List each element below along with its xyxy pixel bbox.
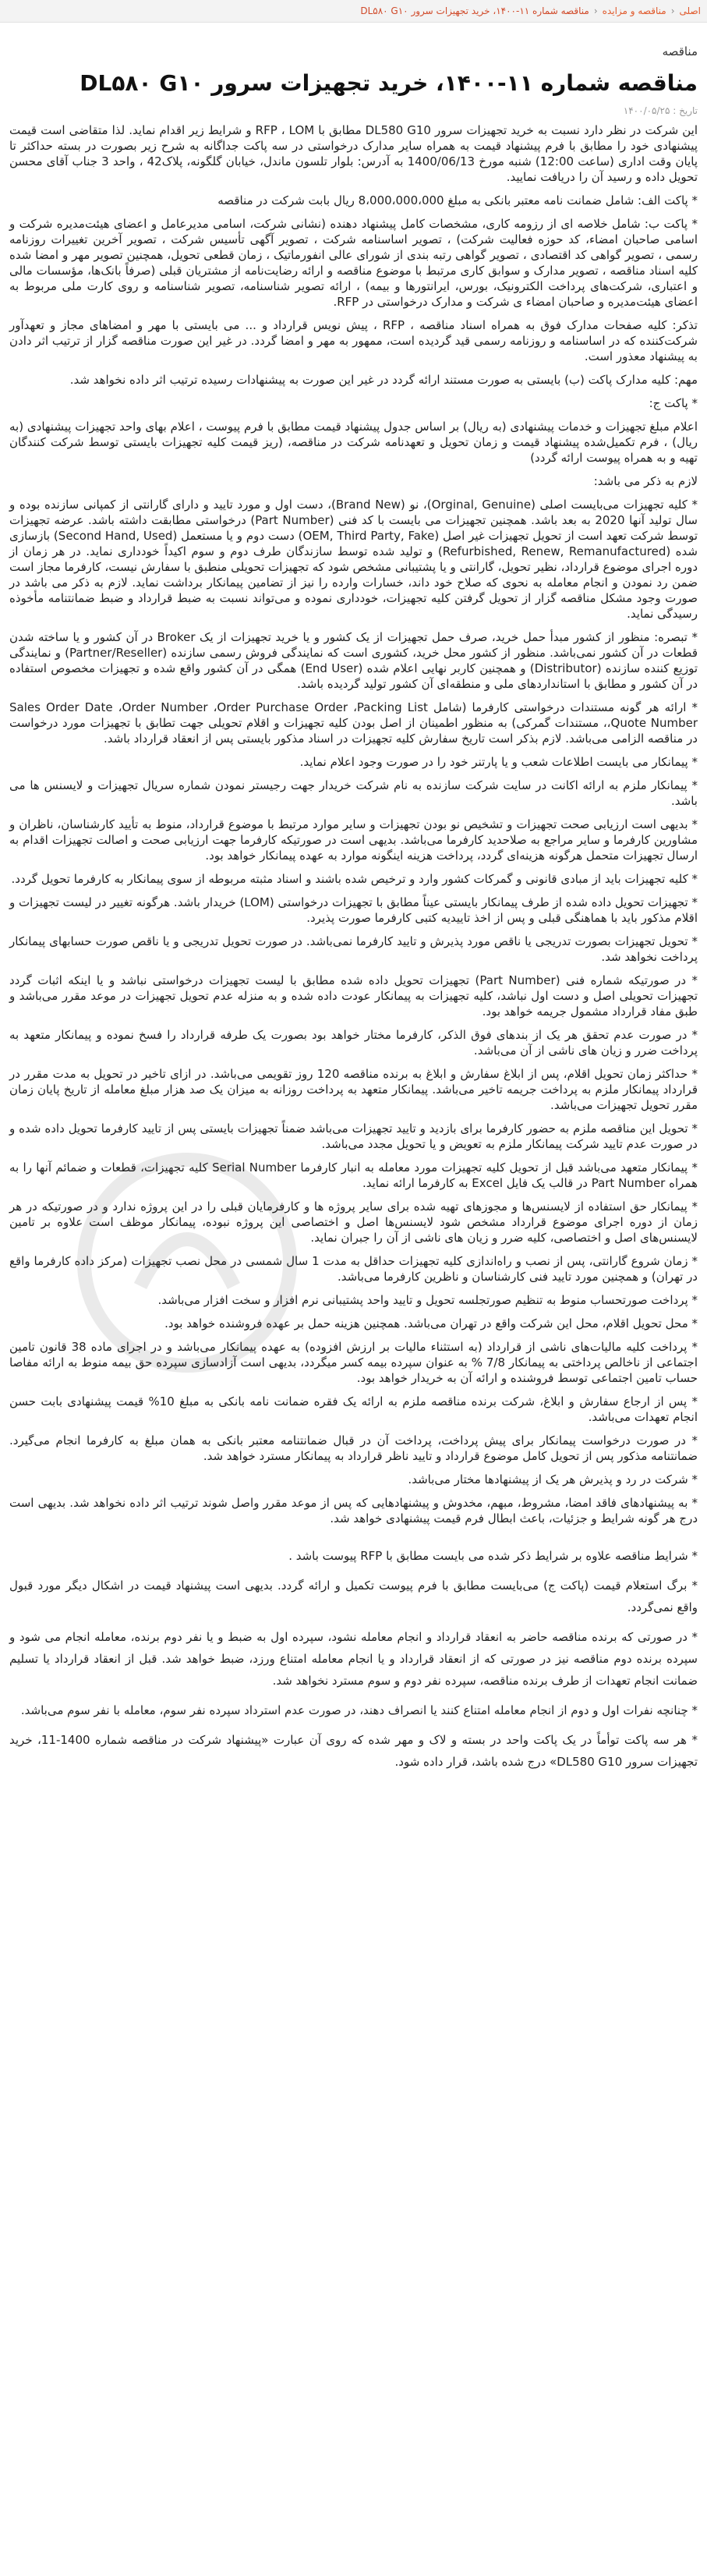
- article-paragraph: * در صورتی که برنده مناقصه حاضر به انعقاد قرارداد و انجام معامله نشود، سپرده اول به ضبط و یا نفر دوم برنده، معامله انجام می شود و سپرده برنده دوم مناقصه نیز در صورتی که از انعقاد قرارداد و یا انجام معامله امتناع ورزد، ضبط خواهد شد. قبل از انعقاد قرارداد یا تسلیم ضمانت انجام تعهدات از طرف برنده مناقصه، سپرده نفر دوم و سوم مسترد نخواهد شد.: [9, 1630, 698, 1688]
- article-paragraph: * پاکت الف: شامل ضمانت نامه معتبر بانکی به مبلغ 8،000،000،000 ریال بابت شرکت در مناقصه: [217, 193, 698, 207]
- article-paragraph: * شرکت در رد و پذیرش هر یک از پیشنهادها مختار می‌باشد.: [408, 1472, 698, 1486]
- article-paragraph: * در صورتیکه شماره فنی (Part Number) تجهیزات تحویل داده شده مطابق با لیست تجهیزات درخواستی نباشد و یا اینکه اثبات گردد تجهیزات تحویلی اصل و دست اول نباشد، کلیه تجهیزات به پیمانکار عودت داده شده و به منزله عدم تحویل تجهیزات در موعد مقرر می‌باشد و طبق مفاد قرارداد مشمول جریمه خواهد بود.: [9, 973, 698, 1019]
- article-body: [9, 122, 698, 1526]
- article-paragraph: * حداکثر زمان تحویل اقلام، پس از ابلاغ سفارش و ابلاغ به برنده مناقصه 120 روز تقویمی می‌باشد. در ازای تاخیر در تحویل به مدت مقرر در قرارداد پیمانکار ملزم به پرداخت جریمه تاخیر می‌باشد. پیمانکار متعهد به پرداخت روزانه به میزان یک صد هزار مبلغ معامله از تاریخ پایان زمان مقرر تحویل تجهیزات می‌باشد.: [9, 1067, 698, 1112]
- article-paragraph: لازم به ذکر می باشد:: [593, 474, 698, 488]
- article-paragraph: * محل تحویل اقلام، محل این شرکت واقع در تهران می‌باشد. همچنین هزینه حمل بر عهده فروشنده خواهد بود.: [164, 1316, 698, 1331]
- article-paragraph: * پیمانکار می بایست اطلاعات شعب و یا پارتنر خود را در صورت وجود اعلام نماید.: [299, 755, 698, 769]
- article-paragraph: * در صورت عدم تحقق هر یک از بندهای فوق الذکر، کارفرما مختار خواهد بود بصورت یک طرفه قرارداد را فسخ نموده و پیمانکار متعهد به پرداخت ضرر و زیان های ناشی از آن می‌باشد.: [9, 1028, 698, 1058]
- article-paragraph: * کلیه تجهیزات می‌بایست اصلی (Orginal, Genuine)، نو (Brand New)، دست اول و مورد تایید و دارای گارانتی از کمپانی سازنده بوده و سال تولید آنها 2020 به بعد باشد. همچنین تجهیزات می بایست با کد فنی (Part Number) درخواستی مطابقت داشته باشد. عرضه تجهیزات توسط شرکت تعهد است از تحویل تجهیزات غیر اصل (OEM, Third Party, Fake) دست دوم و یا مستعمل (Second Hand, Used) بازسازی شده (Refurbished, Renew, Remanufactured) و تولید شده توسط سازندگان طرف دوم و سوم اکیداً خودداری نماید. در هر زمان از دوره اجرای موضوع قرارداد، نظیر تحویل، گارانتی و یا پشتیبانی مشخص شود که تجهیزات تحویلی منطبق با سفارش نیست، کارفرما مجاز است ضمن رد نمودن و انجام معامله به نحوی که صلاح خود داند، خسارات وارده را نیز از تضامین پیمانکار برداشت نماید. لازم به ذکر می باشد در صورت وجود مشکل مناقصه گزار از تحویل گرفتن کلیه تجهیزات، خودداری نموده و می‌تواند نسبت به ضبط قرارداد و ضبط ضمانتنامه مأخوذه رسیدگی نماید.: [9, 498, 698, 621]
- article-paragraph: * شرایط مناقصه علاوه بر شرایط ذکر شده می بایست مطابق با RFP پیوست باشد .: [288, 1549, 698, 1563]
- breadcrumb-separator: ‹: [670, 5, 675, 16]
- breadcrumb: [0, 0, 707, 23]
- section-label: مناقصه: [662, 44, 698, 58]
- breadcrumb-current: مناقصه شماره ۱۱-۱۴۰۰، خرید تجهیزات سرور DL۵۸۰ G۱۰: [360, 5, 589, 16]
- article-paragraph: * چنانچه نفرات اول و دوم از انجام معامله امتناع کنند یا انصراف دهند، در صورت عدم استرداد سپرده نفر سوم، معامله با نفر سوم می‌باشد.: [20, 1703, 698, 1717]
- article-paragraph: مهم: کلیه مدارک پاکت (ب) بایستی به صورت مستند ارائه گردد در غیر این صورت به پیشنهادات رسیده ترتیب اثر داده نخواهد شد.: [69, 373, 698, 387]
- article-paragraph: * پیمانکار ملزم به ارائه اکانت در سایت شرکت سازنده به نام شرکت خریدار جهت رجیستر نمودن شماره سریال تجهیزات و لایسنس ها می باشد.: [9, 778, 698, 808]
- article-paragraph: * برگ استعلام قیمت (پاکت ج) می‌بایست مطابق با فرم پیوست تکمیل و ارائه گردد. بدیهی است پیشنهاد قیمت در اشکال دیگر مورد قبول واقع نمی‌گردد.: [9, 1579, 698, 1614]
- article: [0, 23, 707, 1773]
- article-paragraph: * تحویل این مناقصه ملزم به حضور کارفرما برای بازدید و تایید تجهیزات می‌باشد ضمناً تجهیزات بایستی پس از تایید کارفرما تحویل داده شده و در صورت عدم تایید شرکت پیمانکار ملزم به تعویض و یا تحویل مجدد می‌باشد.: [9, 1121, 698, 1151]
- spacer: [9, 1534, 698, 1545]
- article-paragraph: * پاکت ج:: [649, 396, 698, 410]
- breadcrumb-home[interactable]: اصلی: [679, 5, 701, 16]
- article-paragraph: * پرداخت کلیه مالیات‌های ناشی از قرارداد (به استثناء مالیات بر ارزش افزوده) به عهده پیمانکار می‌باشد و در اجرای ماده 38 قانون تامین اجتماعی از ناخالص پرداختی به پیمانکار 7/8 % به عنوان سپرده بیمه کسر میگردد، بدیهی است آزادسازی سپرده حق بیمه منوط به ارائه مفاصا حساب تامین اجتماعی توسط فروشنده و ارائه آن به خریدار خواهد بود.: [9, 1340, 698, 1385]
- article-paragraph: * تجهیزات تحویل داده شده از طرف پیمانکار بایستی عیناً مطابق با تجهیزات درخواستی (LOM) خریدار باشد. هرگونه تغییر در لیست تجهیزات و اقلام مذکور باید با هماهنگی قبلی و پس از اخذ تاییدیه کتبی کارفرما صورت پذیرد.: [9, 895, 698, 925]
- article-paragraph: * هر سه پاکت توأماً در یک پاکت واحد در بسته و لاک و مهر شده که روی آن عبارت «پیشنهاد شرکت در مناقصه شماره 1400-11، خرید تجهیزات سرور DL580 G10» درج شده باشد، قرار داده شود.: [9, 1733, 698, 1769]
- breadcrumb-separator: ‹: [593, 5, 598, 16]
- article-paragraph: * پاکت ب: شامل خلاصه ای از رزومه کاری، مشخصات کامل پیشنهاد دهنده (نشانی شرکت، اسامی مدیرعامل و اعضای هیئت‌مدیره شرکت و اسامی صاحبان امضاء، کد حوزه فعالیت شرکت) ، تصویر اساسنامه شرکت ، تصویر آگهی تأسیس شرکت ، تصویر آخرین تغییرات روزنامه رسمی ، تصویر گواهی کد اقتصادی ، تصویر گواهی رتبه بندی از شورای عالی انفورماتیک ، زمان قطعی تحویل، همچنین تصویر مهر و امضا شده کلیه اسناد مناقصه ، تصویر مدارک و سوابق کاری مرتبط با موضوع مناقصه و ارائه رضایت‌نامه از مشتریان قبلی (صرفاً بانک‌ها، مؤسسات مالی و اعتباری، شرکت‌های پرداخت الکترونیک، بورس، ایرانتورها و بیمه) ، ارائه تصویر شناسنامه، تصویر شناسنامه و روی کارت ملی مربوط به اعضای هیئت‌مدیره و صاحبان امضاء ی شرکت و مدارک درخواستی در RFP.: [9, 217, 698, 309]
- article-paragraph: * پس از ارجاع سفارش و ابلاغ، شرکت برنده مناقصه ملزم به ارائه یک فقره ضمانت نامه بانکی به مبلغ 10% قیمت پیشنهادی بابت حسن انجام تعهدات می‌باشد.: [9, 1394, 698, 1424]
- article-paragraph: * کلیه تجهیزات باید از مبادی قانونی و گمرکات کشور وارد و ترخیص شده باشند و اسناد مثبته مربوطه از سوی پیمانکار به کارفرما تحویل گردد.: [11, 872, 698, 886]
- article-paragraph: * به پیشنهادهای فاقد امضا، مشروط، مبهم، مخدوش و پیشنهادهایی که پس از موعد مقرر واصل شوند ترتیب اثر داده نخواهد شد. بدیهی است درج هر گونه شرایط و جزئیات، باعث ابطال فرم قیمت پیشنهادی خواهد شد.: [9, 1496, 698, 1525]
- article-body-conditions: [9, 1545, 698, 1773]
- article-paragraph: * زمان شروع گارانتی، پس از نصب و راه‌اندازی کلیه تجهیزات حداقل به مدت 1 سال شمسی در محل نصب تجهیزات (مرکز داده کارفرما واقع در تهران) و همچنین مورد تایید فنی کارشناسان و ناظرین کارفرما می‌باشد.: [9, 1254, 698, 1284]
- article-paragraph: * پیمانکار متعهد می‌باشد قبل از تحویل کلیه تجهیزات مورد معامله به انبار کارفرما Serial Number کلیه تجهیزات، قطعات و ضمائم آنها را به همراه Part Number در قالب یک فایل Excel به کارفرما ارائه نماید.: [9, 1160, 698, 1190]
- article-paragraph: * در صورت درخواست پیمانکار برای پیش پرداخت، پرداخت آن در قبال ضمانتنامه معتبر بانکی به همان مبلغ به کارفرما انجام می‌گیرد. ضمانتنامه مذکور پس از تحویل کامل موضوع قرارداد و تایید ناظر قرارداد به پیمانکار مسترد خواهد شد.: [9, 1433, 698, 1463]
- page-title: مناقصه شماره ۱۱-۱۴۰۰، خرید تجهیزات سرور DL۵۸۰ G۱۰: [80, 70, 698, 96]
- publish-date: تاریخ : ۱۴۰۰/۰۵/۲۵: [623, 105, 698, 116]
- article-paragraph: * ارائه هر گونه مستندات درخواستی کارفرما (شامل Sales Order Date ،Order Number ،Order Purchase Order ،Packing List ،Quote Number، مستندات گمرکی) به منظور اطمینان از اصل بودن کلیه تجهیزات و اقلام تحویلی جهت تطابق با تجهیزات مورد درخواست در مناقصه الزامی می‌باشد. لازم بذکر است تاریخ سفارش کلیه تجهیزات در اسناد مذکور بایستی پس از انعقاد قرارداد باشد.: [9, 700, 698, 746]
- article-paragraph: * بدیهی است ارزیابی صحت تجهیزات و تشخیص نو بودن تجهیزات و سایر موارد مرتبط با موضوع قرارداد، منوط به تأیید کارشناسان، ناظران و مشاورین کارفرما و سایر مراجع به صلاحدید کارفرما می‌باشد. بدیهی است در صورتیکه کارفرما جهت ارزیابی صحت و اصالت تجهیزات اقدام به ارسال تجهیزات متحمل هرگونه هزینه‌ای گردد، پرداخت هزینه اینگونه موارد به عهده پیمانکار خواهد بود.: [9, 817, 698, 863]
- article-paragraph: * پرداخت صورتحساب منوط به تنظیم صورتجلسه تحویل و تایید واحد پشتیبانی نرم افزار و سخت افزار می‌باشد.: [157, 1293, 698, 1307]
- article-paragraph: * تحویل تجهیزات بصورت تدریجی یا ناقص مورد پذیرش و تایید کارفرما نمی‌باشد. در صورت تحویل تدریجی و یا ناقص صورت حسابهای پیمانکار پرداخت نخواهد شد.: [9, 934, 698, 964]
- article-paragraph: تذکر: کلیه صفحات مدارک فوق به همراه اسناد مناقصه ، RFP ، پیش نویس قرارداد و ... می بایستی با مهر و امضاهای مجاز و تعهدآور شرکت‌کننده که در اساسنامه و روزنامه رسمی قید گردیده است، ممهور به مهر و امضا گردد. در غیر این صورت مناقصه گزار از ترتیب اثر دادن به پیشنهاد معذور است.: [9, 318, 698, 363]
- article-paragraph: اعلام مبلغ تجهیزات و خدمات پیشنهادی (به ریال) بر اساس جدول پیشنهاد قیمت مطابق با فرم پیوست ، اعلام بهای واحد تجهیزات پیشنهادی (به ریال) ، فرم تکمیل‌شده پیشنهاد قیمت و زمان تحویل و تعهدنامه شرکت در مناقصه، (ریز قیمت کلیه تجهیزات بایستی توسط شرکت کنندگان تهیه و به همراه پیوست ارائه گردد): [9, 420, 698, 465]
- breadcrumb-tenders[interactable]: مناقصه و مزایده: [602, 5, 666, 16]
- article-paragraph: * پیمانکار حق استفاده از لایسنس‌ها و مجوزهای تهیه شده برای سایر پروژه ها و کارفرمایان قبلی را در این پروژه ندارد و در صورتیکه در هر زمان از دوره اجرای موضوع قرارداد مشخص شود لایسنس‌ها اصل و اختصاصی این پروژه نبوده، پیمانکار موظف است علاوه بر تامین لایسنس‌های اصل و اختصاصی، کلیه ضرر و زیان های ناشی از آن را جبران نماید.: [9, 1199, 698, 1245]
- article-paragraph: * تبصره: منظور از کشور مبدأ حمل خرید، صرف حمل تجهیزات از یک کشور و یا خرید تجهیزات از یک Broker در آن کشور و یا ساخته شدن قطعات در آن کشور نمی‌باشد. منظور از کشور محل خرید، کشوری است که نمایندگی فروش رسمی سازنده (Partner/Reseller) و نمایندگی توزیع کننده سازنده (Distributor) و همچنین کاربر نهایی اعلام شده (End User) همگی در آن کشور واقع شده و تجهیزات مخصوص استفاده در آن کشور و مطابق با استانداردهای ملی و منطقه‌ای آن کشور تولید گردیده باشد.: [9, 630, 698, 691]
- article-paragraph: این شرکت در نظر دارد نسبت به خرید تجهیزات سرور DL580 G10 مطابق با RFP ، LOM و شرایط زیر اقدام نماید. لذا متقاضی است قیمت پیشنهادی خود را مطابق با فرم پیشنهاد قیمت به همراه سایر مدارک درخواستی در سه پاکت جداگانه به شرح زیر بصورت در بسته حداکثر تا پایان وقت اداری (ساعت 12:00) شنبه مورخ 1400/06/13 به آدرس: بلوار تلسون ماندل، خیابان گلگونه، پلاک42 ، واحد 3 جناب آقای محسن تحویل داده و رسید آن را دریافت نمایید.: [9, 123, 698, 184]
